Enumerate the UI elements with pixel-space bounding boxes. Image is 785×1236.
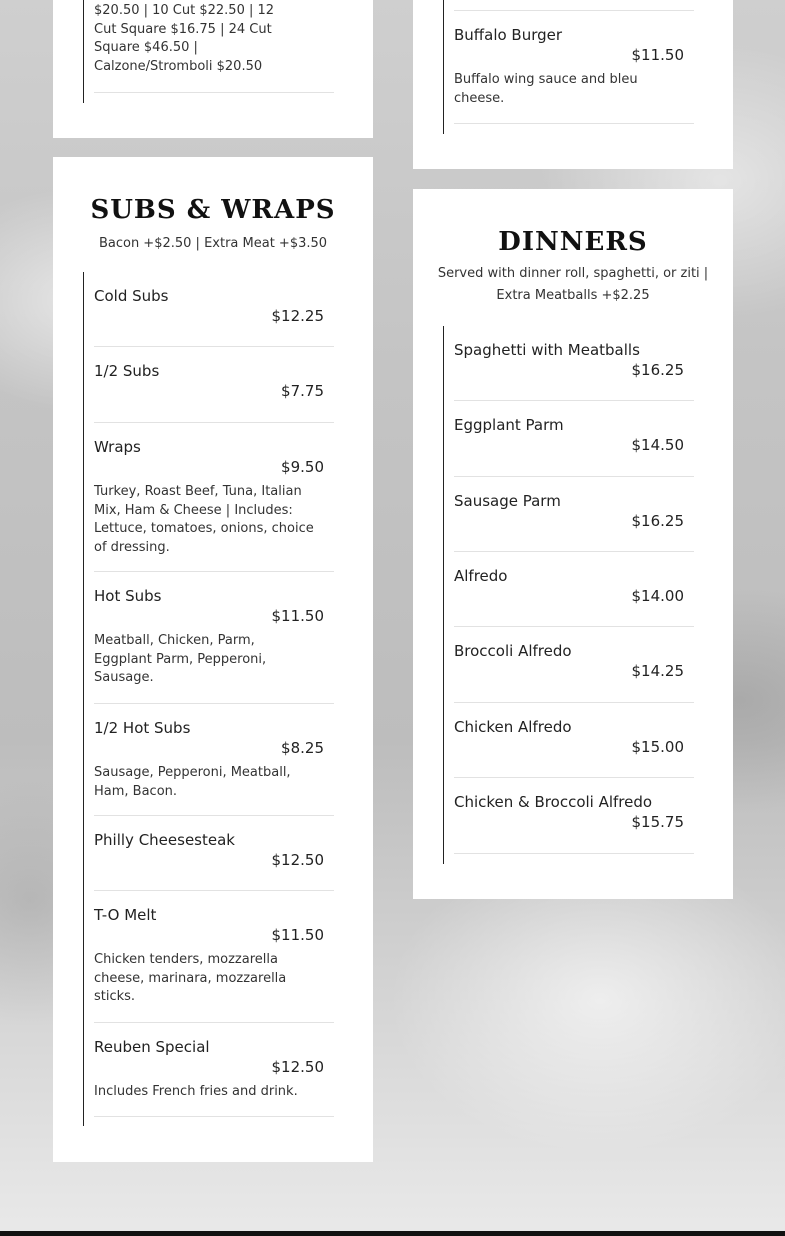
item-name: Reuben Special <box>94 1038 210 1056</box>
dinners-card <box>413 189 733 899</box>
pizza-menu-card <box>53 0 373 138</box>
menu-item <box>454 401 694 477</box>
footer-bar <box>0 1231 785 1236</box>
menu-item <box>454 477 694 552</box>
item-name: Chicken Alfredo <box>454 718 572 736</box>
item-price: $14.50 <box>631 436 684 454</box>
item-price: $15.75 <box>631 813 684 831</box>
burger-item-list <box>443 0 694 134</box>
item-price: $7.75 <box>281 382 324 400</box>
item-description: Turkey, Roast Beef, Tuna, Italian Mix, Ham & Cheese | Includes: Lettuce, tomatoes, onions, choice of dressing. <box>94 484 314 555</box>
item-name: Sausage Parm <box>454 492 561 510</box>
menu-item <box>94 0 334 93</box>
menu-item <box>454 11 694 124</box>
item-name: Cold Subs <box>94 287 169 305</box>
item-price: $8.25 <box>281 739 324 757</box>
item-name: Chicken & Broccoli Alfredo <box>454 793 653 811</box>
menu-item <box>94 347 334 423</box>
item-name: Alfredo <box>454 567 508 585</box>
item-name: Eggplant Parm <box>454 416 564 434</box>
item-price: $11.50 <box>271 926 324 944</box>
item-name: Spaghetti with Meatballs <box>454 341 640 359</box>
item-name: 1/2 Subs <box>94 362 160 380</box>
item-description: Sausage, Pepperoni, Meatball, Ham, Bacon. <box>94 765 291 799</box>
item-price: $14.00 <box>631 587 684 605</box>
menu-item <box>94 891 334 1023</box>
item-name: Philly Cheesesteak <box>94 831 235 849</box>
menu-item <box>454 326 694 401</box>
subs-wraps-card <box>53 157 373 1162</box>
item-description: $20.50 | 10 Cut $22.50 | 12 Cut Square $16.75 | 24 Cut Square $46.50 | Calzone/Stromboli $20.50 <box>94 3 275 74</box>
menu-item <box>454 627 694 703</box>
item-price: $11.50 <box>631 46 684 64</box>
menu-item <box>454 778 694 854</box>
menu-item <box>94 816 334 891</box>
item-description: Buffalo wing sauce and bleu cheese. <box>454 72 638 106</box>
item-price: $14.25 <box>631 662 684 680</box>
item-price: $16.25 <box>631 361 684 379</box>
section-title: DINNERS <box>498 227 648 257</box>
item-price: $12.50 <box>271 851 324 869</box>
item-price: $11.50 <box>271 607 324 625</box>
item-name: Wraps <box>94 438 141 456</box>
burger-menu-card <box>413 0 733 169</box>
subs-item-list <box>83 272 334 1126</box>
item-description: Includes French fries and drink. <box>94 1084 298 1099</box>
item-description: Chicken tenders, mozzarella cheese, marinara, mozzarella sticks. <box>94 952 287 1004</box>
item-name: Broccoli Alfredo <box>454 642 572 660</box>
section-title: SUBS & WRAPS <box>90 195 336 225</box>
menu-item-divider <box>454 0 694 11</box>
item-description: Meatball, Chicken, Parm, Eggplant Parm, Pepperoni, Sausage. <box>94 633 267 685</box>
menu-item <box>94 423 334 572</box>
item-name: Hot Subs <box>94 587 162 605</box>
menu-item <box>454 552 694 627</box>
item-name: Buffalo Burger <box>454 26 563 44</box>
item-price: $16.25 <box>631 512 684 530</box>
item-price: $12.50 <box>271 1058 324 1076</box>
item-price: $9.50 <box>281 458 324 476</box>
menu-item <box>94 1023 334 1117</box>
dinners-item-list <box>443 326 694 864</box>
item-price: $15.00 <box>631 738 684 756</box>
menu-item <box>94 272 334 347</box>
item-name: T-O Melt <box>94 906 157 924</box>
pizza-item-list <box>83 0 334 103</box>
item-price: $12.25 <box>271 307 324 325</box>
item-name: 1/2 Hot Subs <box>94 719 191 737</box>
menu-item <box>94 704 334 816</box>
menu-item <box>94 572 334 704</box>
section-subtitle: Served with dinner roll, spaghetti, or ziti | Extra Meatballs +$2.25 <box>437 266 709 303</box>
section-subtitle: Bacon +$2.50 | Extra Meat +$3.50 <box>98 236 328 251</box>
menu-item <box>454 703 694 778</box>
